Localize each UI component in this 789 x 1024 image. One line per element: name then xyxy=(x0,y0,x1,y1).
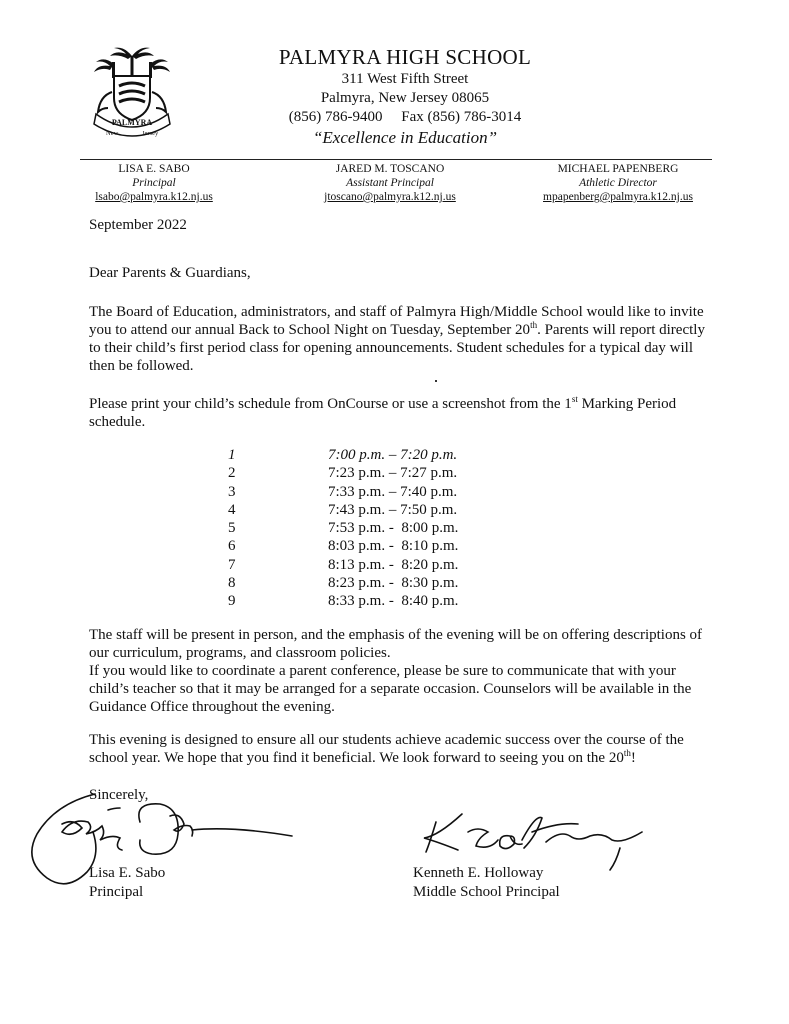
schedule-row xyxy=(220,556,520,574)
paragraph-schedule-note xyxy=(89,395,719,431)
period-time: 7:53 p.m. - 8:00 p.m. xyxy=(328,520,459,537)
staff-email-link[interactable]: jtoscano@palmyra.k12.nj.us xyxy=(324,191,456,203)
paragraph-text: If you would like to coordinate a parent conference, please be sure to communicate that with your child’s teacher so that it may be arranged for a separate occasion. Counselors will be available in the Guidance Office throughout the evening. xyxy=(89,663,692,715)
staff-name: JARED M. TOSCANO xyxy=(335,163,445,175)
period-time: 8:13 p.m. - 8:20 p.m. xyxy=(328,556,459,573)
school-phone-fax: (856) 786-9400 Fax (856) 786-3014 xyxy=(288,109,522,125)
staff-email-link[interactable]: lsabo@palmyra.k12.nj.us xyxy=(95,191,213,203)
period-number: 3 xyxy=(228,483,236,500)
signer-holloway xyxy=(413,864,560,902)
letterhead-divider xyxy=(80,159,712,160)
signer-name: Lisa E. Sabo xyxy=(89,865,166,881)
staff-role: Athletic Director xyxy=(579,177,657,189)
paragraph-text: The Board of Education, administrators, and staff of Palmyra High/Middle School would like to invite you to attend our annual Back to School Night on Tuesday, September 20 xyxy=(89,304,704,338)
staff-entry-athletic-director xyxy=(528,162,708,204)
period-time: 7:23 p.m. – 7:27 p.m. xyxy=(328,465,458,482)
schedule-row xyxy=(220,446,520,464)
signer-title: Middle School Principal xyxy=(413,884,560,900)
schedule-row xyxy=(220,483,520,501)
signer-sabo xyxy=(89,864,165,902)
schedule-row xyxy=(220,464,520,482)
staff-role: Principal xyxy=(132,177,176,189)
scan-speck xyxy=(435,380,437,382)
staff-entry-principal xyxy=(84,162,224,204)
paragraph-text: Marking Period schedule. xyxy=(89,396,677,430)
period-time: 8:03 p.m. - 8:10 p.m. xyxy=(328,538,459,555)
letter-closing: Sincerely, xyxy=(89,787,149,803)
period-number: 6 xyxy=(228,538,236,555)
period-number: 4 xyxy=(228,501,236,518)
letterhead xyxy=(240,44,570,149)
staff-role: Assistant Principal xyxy=(346,177,434,189)
letter-date: September 2022 xyxy=(89,217,187,233)
schedule-row xyxy=(220,501,520,519)
ordinal-suffix: th xyxy=(623,748,631,758)
staff-entry-assistant-principal xyxy=(310,162,470,204)
seal-banner-left: New xyxy=(106,130,119,137)
period-schedule xyxy=(220,446,520,611)
period-number: 8 xyxy=(228,575,236,592)
signer-title: Principal xyxy=(89,884,144,900)
schedule-row xyxy=(220,592,520,610)
period-time: 7:43 p.m. – 7:50 p.m. xyxy=(328,501,458,518)
period-number: 7 xyxy=(228,556,236,573)
school-name: PALMYRA HIGH SCHOOL xyxy=(278,45,532,69)
period-number: 5 xyxy=(228,520,236,537)
staff-name: LISA E. SABO xyxy=(118,163,190,175)
period-number: 2 xyxy=(228,465,236,482)
letter-salutation: Dear Parents & Guardians, xyxy=(89,265,251,281)
schedule-row xyxy=(220,537,520,555)
paragraph-text: ! xyxy=(630,750,636,766)
paragraph-text: This evening is designed to ensure all our students achieve academic success over the course of the school year. We hope that you find it beneficial. We look forward to seeing you on the 20 xyxy=(89,732,684,766)
schedule-row xyxy=(220,519,520,537)
paragraph-closing xyxy=(89,731,719,767)
period-time: 7:00 p.m. – 7:20 p.m. xyxy=(328,447,458,463)
school-motto: “Excellence in Education” xyxy=(312,128,498,147)
paragraph-text: The staff will be present in person, and the emphasis of the evening will be on offering descriptions of our curriculum, programs, and classroom policies. xyxy=(89,627,703,661)
school-street: 311 West Fifth Street xyxy=(341,71,469,87)
paragraph-text: . Parents will report directly to their child’s first period class for opening announcements. Student schedules for a typical day will then be followed. xyxy=(89,322,705,374)
seal-banner-right: Jersey xyxy=(142,130,159,137)
signer-name: Kenneth E. Holloway xyxy=(413,865,544,881)
paragraph-invitation xyxy=(89,303,719,375)
ordinal-suffix: th xyxy=(530,320,538,330)
period-time: 8:33 p.m. - 8:40 p.m. xyxy=(328,593,459,610)
paragraph-text: Please print your child’s schedule from OnCourse or use a screenshot from the 1 xyxy=(89,396,572,412)
period-time: 7:33 p.m. – 7:40 p.m. xyxy=(328,483,458,500)
school-city: Palmyra, New Jersey 08065 xyxy=(320,90,490,106)
period-number: 1 xyxy=(228,447,236,463)
school-seal-logo xyxy=(92,42,172,140)
ordinal-suffix: st xyxy=(571,394,578,404)
staff-name: MICHAEL PAPENBERG xyxy=(557,163,679,175)
staff-email-link[interactable]: mpapenberg@palmyra.k12.nj.us xyxy=(543,191,693,203)
seal-banner-text: PALMYRA xyxy=(111,118,153,127)
period-number: 9 xyxy=(228,593,236,610)
period-time: 8:23 p.m. - 8:30 p.m. xyxy=(328,575,459,592)
paragraph-staff-conference xyxy=(89,626,719,716)
schedule-row xyxy=(220,574,520,592)
